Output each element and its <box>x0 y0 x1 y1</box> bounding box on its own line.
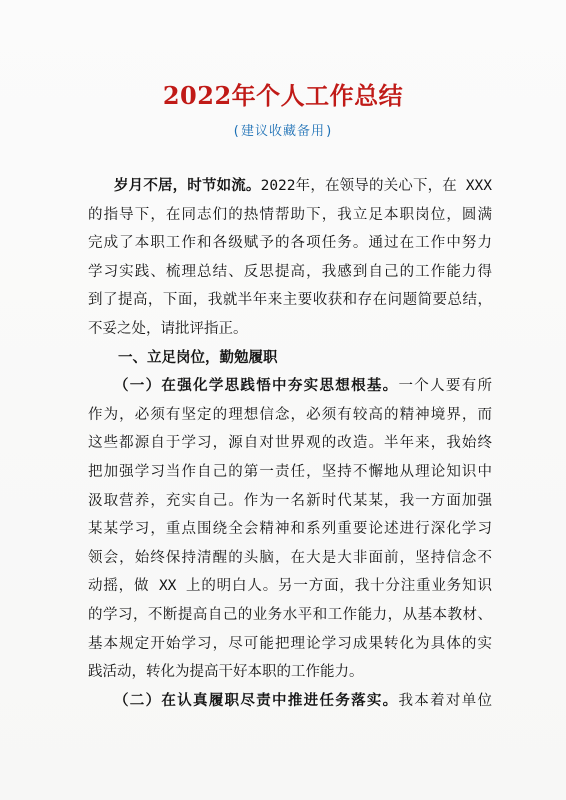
subsection-2-line-1 <box>88 687 492 716</box>
subsection-1-line-11: 践活动，转化为提高干好本职的工作能力。 <box>88 664 364 681</box>
paragraph-1-line-4: 学习实践、梳理总结、反思提高，我感到自己的工作能力得 <box>88 263 492 280</box>
subsection-2-lead: （二）在认真履职尽责中推进任务落实。 <box>114 692 399 709</box>
section-1-heading: 一、立足岗位，勤勉履职 <box>118 349 278 366</box>
document-title: 2022年个人工作总结 <box>162 81 404 110</box>
paragraph-1-line-1 <box>88 172 492 201</box>
subsection-1-line-5: 汲取营养，充实自己。作为一名新时代某某，我一方面加强 <box>88 492 492 509</box>
subsection-1-line-10: 基本规定开始学习，尽可能把理论学习成果转化为具体的实 <box>88 635 492 652</box>
subsection-1-line-8: 动摇，做 XX 上的明白人。另一方面，我十分注重业务知识 <box>88 578 492 595</box>
paragraph-1-text: 2022年，在领导的关心下，在 XXX <box>260 178 492 194</box>
subsection-2-text: 我本着对单位 <box>398 692 493 709</box>
paragraph-1-line-5: 到了提高，下面，我就半年来主要收获和存在问题简要总结， <box>88 292 492 309</box>
subsection-1-line-3: 这些都源自于学习，源自对世界观的改造。半年来，我始终 <box>88 435 492 452</box>
subsection-1-lead: （一）在强化学思践悟中夯实思想根基。 <box>114 378 399 395</box>
subsection-1-line-6: 某某学习，重点围绕全会精神和系列重要论述进行深化学习 <box>88 521 492 538</box>
document-subtitle: (建议收藏备用) <box>232 124 334 139</box>
subsection-1-line-9: 的学习，不断提高自己的业务水平和工作能力，从基本教材、 <box>88 606 492 623</box>
subsection-1-line-1 <box>88 372 492 401</box>
subsection-1-line-7: 领会，始终保持清醒的头脑，在大是大非面前，坚持信念不 <box>88 549 492 566</box>
paragraph-1-line-3: 完成了本职工作和各级赋予的各项任务。通过在工作中努力 <box>88 235 492 252</box>
paragraph-1-lead: 岁月不居，时节如流。 <box>114 177 261 194</box>
subsection-1-line-4: 把加强学习当作自己的第一责任，坚持不懈地从理论知识中 <box>88 463 492 480</box>
subsection-1-line-2: 作为，必须有坚定的理想信念，必须有较高的精神境界，而 <box>88 406 492 423</box>
paragraph-1-line-6: 不妥之处，请批评指正。 <box>88 320 248 337</box>
paragraph-1-line-2: 的指导下，在同志们的热情帮助下，我立足本职岗位，圆满 <box>88 206 492 223</box>
subsection-1-text: 一个人要有所 <box>398 378 493 395</box>
document-body <box>88 172 492 715</box>
